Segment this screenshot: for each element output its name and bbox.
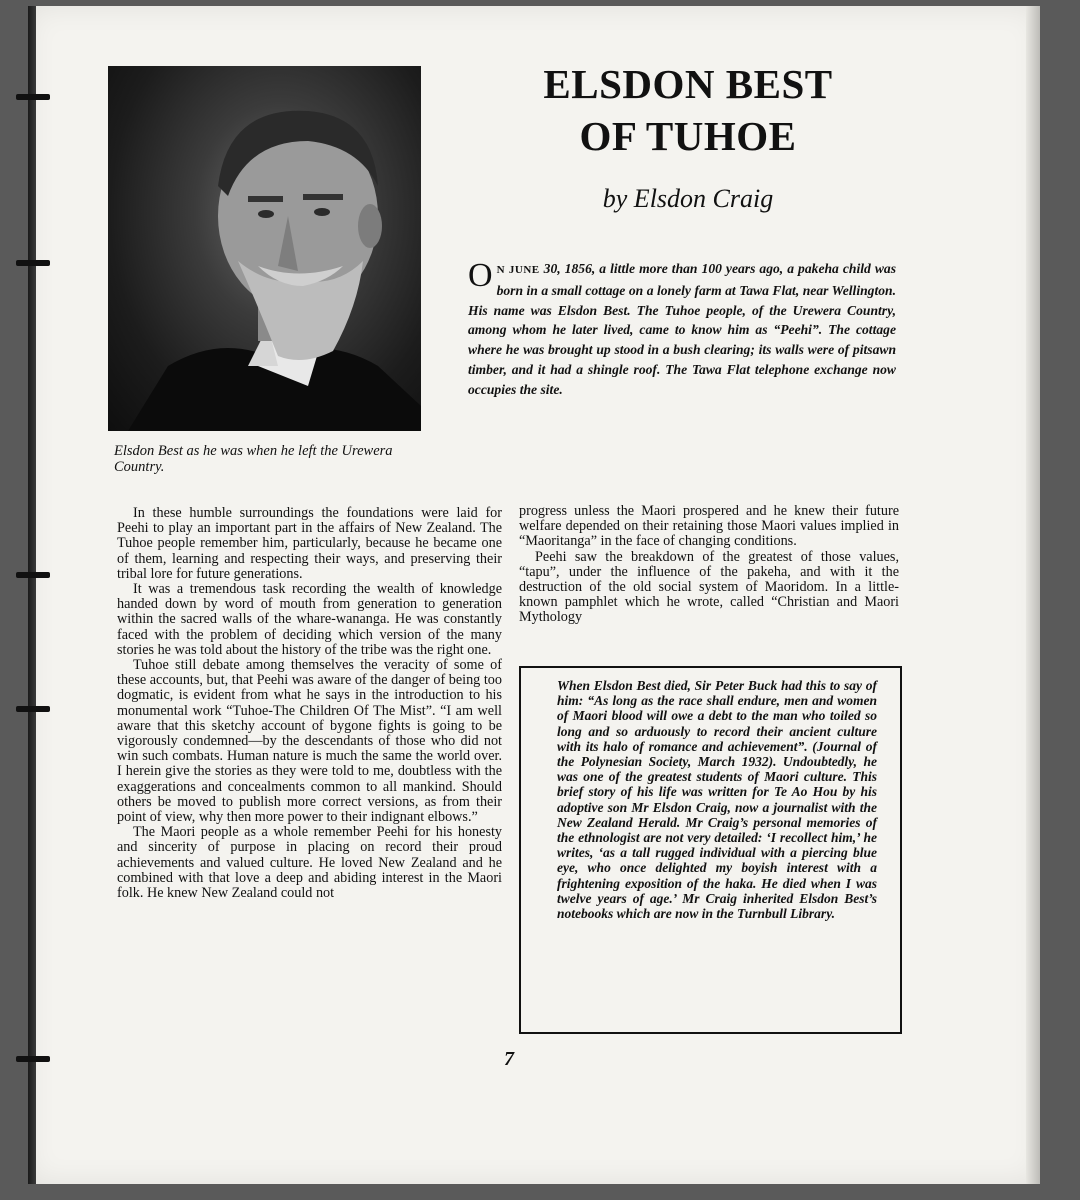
paragraph: The Maori people as a whole remember Peehi for his honesty and sincerity of purpose in placing on record their proud achievements and valued culture. He loved New Zealand and he combined with that love a deep and abiding interest in the Maori folk. He knew New Zealand could not <box>117 824 502 902</box>
portrait-photo <box>108 66 421 431</box>
binding-mark <box>16 94 50 100</box>
paragraph: Tuhoe still debate among themselves the veracity of some of these accounts, but, that Peehi was aware of the danger of being too dogmatic, is evident from what he says in the introduction to his monumental work “Tuhoe-The Children Of The Mist”. “I am well aware that this sketchy account of bygone fights is going to be vigorously condemned—by the descendants of those who did not win such combats. Human nature is much the same the world over. I herein give the stories as they were told to me, doubtless with the exaggerations and concealments common to all mankind. Should others be moved to publish more correct versions, as from their point of view, why then more power to their indignant elbows.” <box>117 657 502 826</box>
title-line-2: OF TUHOE <box>579 113 797 159</box>
body-column-1 <box>117 506 502 901</box>
article-title <box>468 58 908 162</box>
magazine-page <box>28 6 1040 1184</box>
binding-mark <box>16 572 50 578</box>
intro-lead: N JUNE <box>496 264 540 276</box>
paragraph: In these humble surroundings the foundations were laid for Peehi to play an important part in the affairs of New Zealand. The Tuhoe people remember him, particularly, because he became one of them, learning and respecting their ways, and preserving their tribal lore for future generations. <box>117 505 502 582</box>
binding-mark <box>16 1056 50 1062</box>
sidebar-text: When Elsdon Best died, Sir Peter Buck had this to say of him: “As long as the race shall endure, men and women of Maori blood will owe a debt to the man who toiled so long and so arduously to record their ancient culture with its halo of romance and achievement”. (Journal of the Polynesian Society, March 1932). Undoubtedly, he was one of the greatest students of Maori culture. This brief story of his life was written for Te Ao Hou by his adoptive son Mr Elsdon Craig, now a journalist with the New Zealand Herald. Mr Craig’s personal memories of the ethnologist are not very detailed: ‘I recollect him,’ he writes, ‘as a tall rugged individual with a piercing blue eye, who once delighted my boyish interest with a frightening exposition of the haka. He died when I was twelve years of age.’ Mr Craig inherited Elsdon Best’s notebooks which are now in the Turnbull Library. <box>557 678 877 922</box>
drop-cap: O <box>468 257 493 294</box>
photo-caption: Elsdon Best as he was when he left the Urewera Country. <box>114 443 393 475</box>
binding-mark <box>16 260 50 266</box>
intro-paragraph <box>468 259 896 400</box>
title-line-1: ELSDON BEST <box>543 61 833 107</box>
binding-mark <box>16 706 50 712</box>
paragraph: progress unless the Maori prospered and he knew their future welfare depended on their retaining those Maori values implied in “Maoritanga” in the face of changing conditions. <box>519 503 899 550</box>
page-binding <box>28 6 36 1184</box>
page-number: 7 <box>504 1048 514 1070</box>
intro-text: 30, 1856, a little more than 100 years ago, a pakeha child was born in a small cottage on a lonely farm at Tawa Flat, near Wellington. His name was Elsdon Best. The Tuhoe people, of the Urewera Country, among whom he later lived, came to know him as “Peehi”. The cottage where he was brought up stood in a bush clearing; its walls were of pitsawn timber, and it had a shingle roof. The Tawa Flat telephone exchange now occupies the site. <box>468 261 896 397</box>
page-edge <box>1026 6 1040 1184</box>
sidebar-box <box>519 666 902 1034</box>
portrait-illustration <box>108 66 421 431</box>
paragraph: Peehi saw the breakdown of the greatest of those values, “tapu”, under the influence of the pakeha, and with it the destruction of the old social system of Maoridom. In a little-known pamphlet which he wrote, called “Christian and Maori Mythology <box>519 548 899 626</box>
body-column-2 <box>519 504 899 626</box>
article-byline: by Elsdon Craig <box>602 184 774 213</box>
paragraph: It was a tremendous task recording the wealth of knowledge handed down by word of mouth from generation to generation within the sacred walls of the whare-wananga. He was constantly faced with the problem of deciding which version of the many stories he was told about the history of the tribe was the right one. <box>117 581 502 658</box>
